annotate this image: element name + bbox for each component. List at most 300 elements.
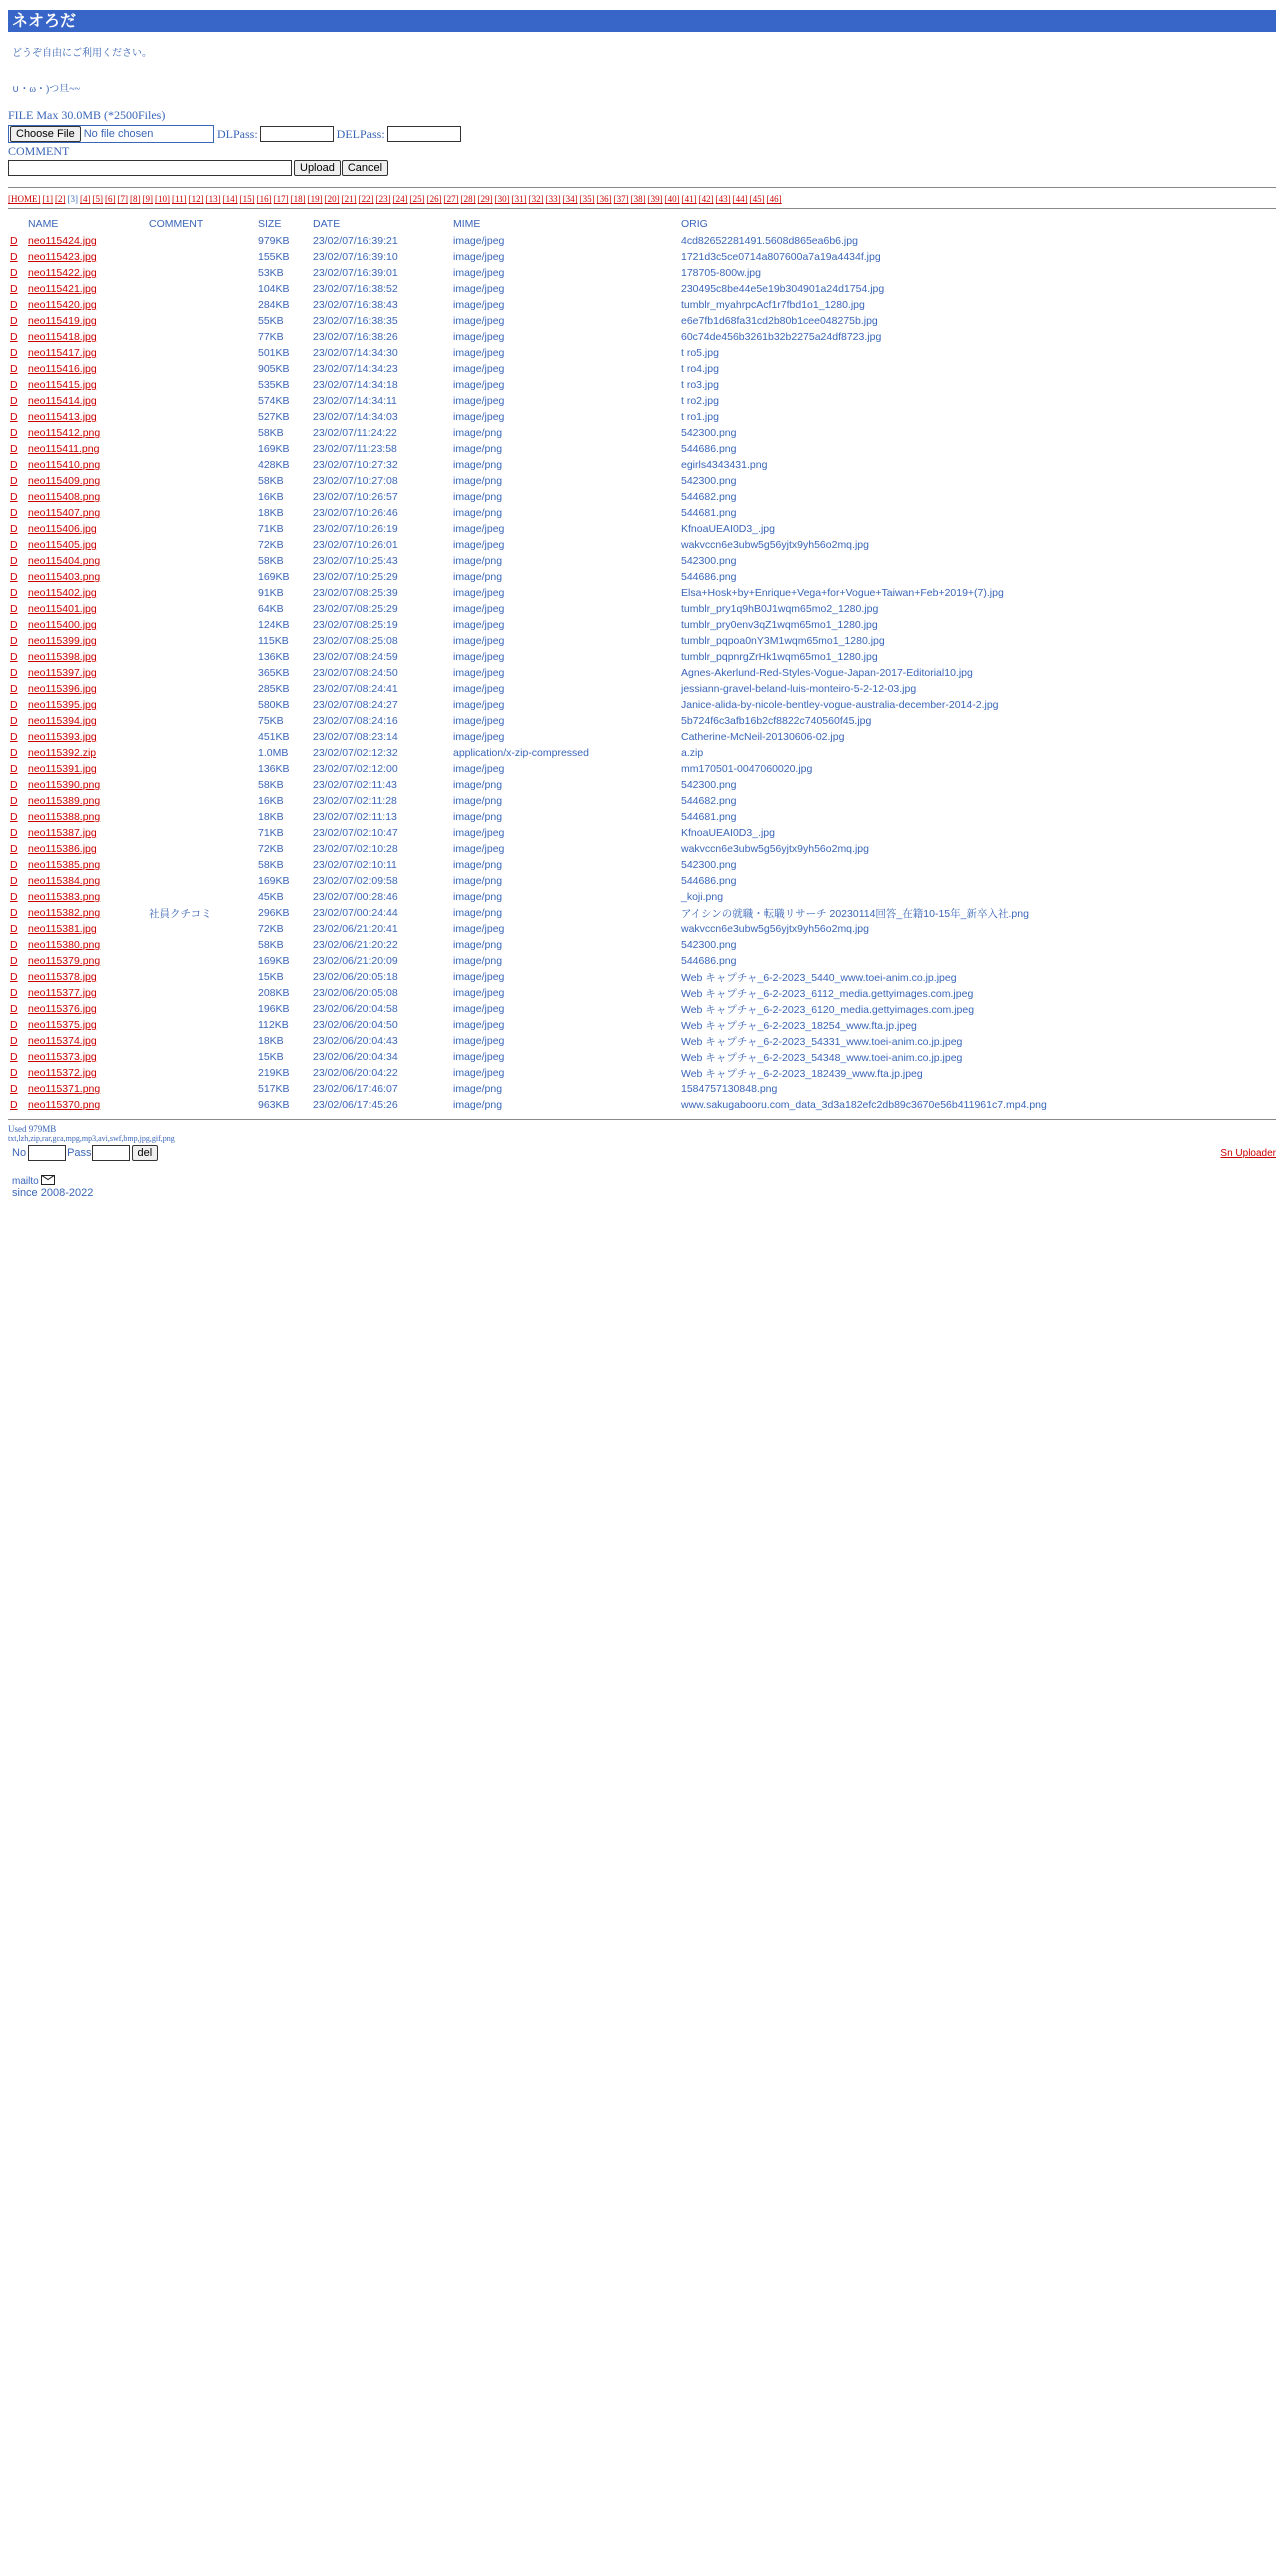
file-link[interactable]: neo115394.jpg xyxy=(28,715,97,727)
file-link[interactable]: neo115371.png xyxy=(28,1083,101,1095)
file-date-cell: 23/02/07/08:24:27 xyxy=(313,699,398,711)
file-date-cell: 23/02/07/02:09:58 xyxy=(313,875,398,887)
file-link[interactable]: neo115382.png xyxy=(28,907,101,919)
file-orig-cell: tumblr_pqpnrgZrHk1wqm65mo1_1280.jpg xyxy=(681,651,878,663)
page-link[interactable]: [37] xyxy=(613,194,629,204)
file-comment-cell xyxy=(149,393,258,409)
delete-no-input[interactable] xyxy=(28,1145,66,1161)
page-link[interactable]: [30] xyxy=(494,194,510,204)
download-link[interactable]: D xyxy=(10,251,18,263)
page-link[interactable]: [34] xyxy=(562,194,578,204)
file-orig-cell: 542300.png xyxy=(681,779,737,791)
file-link[interactable]: neo115423.jpg xyxy=(28,251,97,263)
download-link[interactable]: D xyxy=(10,763,18,775)
file-date-cell: 23/02/07/00:28:46 xyxy=(313,891,398,903)
file-mime-cell: image/jpeg xyxy=(453,523,505,535)
upload-form xyxy=(8,108,1276,177)
file-name-cell xyxy=(28,713,149,729)
file-name-cell xyxy=(28,697,149,713)
table-row xyxy=(10,281,1047,297)
file-mime-cell: image/jpeg xyxy=(453,619,505,631)
file-link[interactable]: neo115385.png xyxy=(28,859,101,871)
file-link[interactable]: neo115402.jpg xyxy=(28,587,97,599)
page-link[interactable]: [16] xyxy=(256,194,272,204)
download-link[interactable]: D xyxy=(10,1067,18,1079)
usage-info xyxy=(8,1124,1276,1143)
file-comment-cell xyxy=(149,537,258,553)
download-link[interactable]: D xyxy=(10,939,18,951)
download-link[interactable]: D xyxy=(10,1019,18,1031)
table-row xyxy=(10,681,1047,697)
file-link[interactable]: neo115397.jpg xyxy=(28,667,97,679)
file-date-cell: 23/02/07/02:10:47 xyxy=(313,827,398,839)
download-link[interactable]: D xyxy=(10,1051,18,1063)
download-link[interactable]: D xyxy=(10,651,18,663)
page-link[interactable]: [2] xyxy=(55,194,66,204)
file-comment-cell xyxy=(149,425,258,441)
table-row xyxy=(10,425,1047,441)
download-link[interactable]: D xyxy=(10,603,18,615)
file-date-cell: 23/02/07/10:25:43 xyxy=(313,555,398,567)
page-link[interactable]: [7] xyxy=(117,194,128,204)
choose-file-button[interactable]: Choose File xyxy=(10,126,81,142)
file-link[interactable]: neo115403.png xyxy=(28,571,101,583)
file-link[interactable]: neo115386.jpg xyxy=(28,843,97,855)
file-link[interactable]: neo115404.png xyxy=(28,555,101,567)
file-comment-cell xyxy=(149,313,258,329)
download-link[interactable]: D xyxy=(10,443,18,455)
download-link[interactable]: D xyxy=(10,667,18,679)
file-size-cell: 124KB xyxy=(258,619,290,631)
file-size-cell: 136KB xyxy=(258,763,290,775)
file-name-cell xyxy=(28,377,149,393)
page-link[interactable]: [20] xyxy=(324,194,340,204)
download-link[interactable]: D xyxy=(10,459,18,471)
delpass-input[interactable] xyxy=(387,126,461,142)
file-date-cell: 23/02/06/20:04:50 xyxy=(313,1019,398,1031)
file-link[interactable]: neo115419.jpg xyxy=(28,315,97,327)
download-link[interactable]: D xyxy=(10,1083,18,1095)
file-link[interactable]: neo115374.jpg xyxy=(28,1035,97,1047)
page-link[interactable]: [28] xyxy=(460,194,476,204)
file-link[interactable]: neo115410.png xyxy=(28,459,101,471)
download-link[interactable]: D xyxy=(10,731,18,743)
file-link[interactable]: neo115411.png xyxy=(28,443,100,455)
file-size-cell: 979KB xyxy=(258,235,290,247)
file-size-cell: 580KB xyxy=(258,699,290,711)
file-link[interactable]: neo115378.jpg xyxy=(28,971,97,983)
file-size-cell: 16KB xyxy=(258,795,284,807)
page-link[interactable]: [27] xyxy=(443,194,459,204)
page-link[interactable]: [35] xyxy=(579,194,595,204)
page-link[interactable]: [25] xyxy=(409,194,425,204)
page-link[interactable]: [45] xyxy=(749,194,765,204)
download-link[interactable]: D xyxy=(10,1003,18,1015)
file-orig-cell: Catherine-McNeil-20130606-02.jpg xyxy=(681,731,845,743)
table-row xyxy=(10,393,1047,409)
download-link[interactable]: D xyxy=(10,715,18,727)
file-date-cell: 23/02/07/14:34:03 xyxy=(313,411,398,423)
sn-uploader-link[interactable]: Sn Uploader xyxy=(1220,1148,1276,1159)
file-name-cell xyxy=(28,361,149,377)
file-size-cell: 963KB xyxy=(258,1099,290,1111)
table-row xyxy=(10,1081,1047,1097)
mailto-row xyxy=(12,1175,1276,1187)
file-link[interactable]: neo115376.jpg xyxy=(28,1003,97,1015)
file-link[interactable]: neo115416.jpg xyxy=(28,363,97,375)
file-orig-cell: 542300.png xyxy=(681,475,737,487)
file-orig-cell: 1721d3c5ce0714a807600a7a19a4434f.jpg xyxy=(681,251,881,263)
file-name-cell xyxy=(28,761,149,777)
download-link[interactable]: D xyxy=(10,747,18,759)
page-link[interactable]: [31] xyxy=(511,194,527,204)
download-link[interactable]: D xyxy=(10,539,18,551)
table-row xyxy=(10,505,1047,521)
table-row xyxy=(10,569,1047,585)
page-link[interactable]: [24] xyxy=(392,194,408,204)
file-mime-cell: image/png xyxy=(453,507,503,519)
file-name-cell xyxy=(28,473,149,489)
file-orig-cell: t ro1.jpg xyxy=(681,411,719,423)
file-orig-cell: e6e7fb1d68fa31cd2b80b1cee048275b.jpg xyxy=(681,315,878,327)
page-link[interactable]: [46] xyxy=(766,194,782,204)
file-date-cell: 23/02/07/00:24:44 xyxy=(313,907,398,919)
download-link[interactable]: D xyxy=(10,635,18,647)
file-link[interactable]: neo115401.jpg xyxy=(28,603,97,615)
file-name-cell xyxy=(28,249,149,265)
page-link[interactable]: [1] xyxy=(42,194,53,204)
file-link[interactable]: neo115413.jpg xyxy=(28,411,97,423)
file-name-cell xyxy=(28,841,149,857)
file-link[interactable]: neo115383.png xyxy=(28,891,101,903)
file-orig-cell: 544686.png xyxy=(681,571,737,583)
file-link[interactable]: neo115377.jpg xyxy=(28,987,97,999)
file-link[interactable]: neo115379.png xyxy=(28,955,101,967)
file-comment-cell xyxy=(149,697,258,713)
page-title: ネオろだ xyxy=(8,10,1276,32)
file-comment-cell xyxy=(149,601,258,617)
download-link[interactable]: D xyxy=(10,379,18,391)
download-link[interactable]: D xyxy=(10,779,18,791)
delete-pass-input[interactable] xyxy=(92,1145,130,1161)
download-link[interactable]: D xyxy=(10,683,18,695)
file-comment-cell xyxy=(149,953,258,969)
download-link[interactable]: D xyxy=(10,843,18,855)
file-size-cell: 18KB xyxy=(258,811,284,823)
page-link[interactable]: [18] xyxy=(290,194,306,204)
file-name-cell xyxy=(28,553,149,569)
file-size-cell: 72KB xyxy=(258,539,284,551)
cancel-button[interactable]: Cancel xyxy=(342,160,388,176)
file-date-cell: 23/02/07/02:11:28 xyxy=(313,795,397,807)
page-link[interactable]: [26] xyxy=(426,194,442,204)
no-label: No xyxy=(12,1147,27,1159)
file-link[interactable]: neo115384.png xyxy=(28,875,101,887)
download-link[interactable]: D xyxy=(10,283,18,295)
table-row xyxy=(10,473,1047,489)
download-link[interactable]: D xyxy=(10,507,18,519)
file-link[interactable]: neo115373.jpg xyxy=(28,1051,97,1063)
file-size-cell: 112KB xyxy=(258,1019,289,1031)
file-date-cell: 23/02/07/08:25:19 xyxy=(313,619,398,631)
file-date-cell: 23/02/06/17:45:26 xyxy=(313,1099,398,1111)
file-comment-cell xyxy=(149,729,258,745)
page-link[interactable]: [13] xyxy=(205,194,221,204)
file-date-cell: 23/02/07/08:23:14 xyxy=(313,731,398,743)
file-size-cell: 1.0MB xyxy=(258,747,289,759)
download-link[interactable]: D xyxy=(10,235,18,247)
file-name-cell xyxy=(28,873,149,889)
file-comment-cell xyxy=(149,985,258,1001)
download-link[interactable]: D xyxy=(10,363,18,375)
file-link[interactable]: neo115417.jpg xyxy=(28,347,97,359)
delete-button[interactable]: del xyxy=(132,1145,159,1161)
download-link[interactable]: D xyxy=(10,411,18,423)
file-link[interactable]: neo115372.jpg xyxy=(28,1067,97,1079)
download-link[interactable]: D xyxy=(10,299,18,311)
file-link[interactable]: neo115406.jpg xyxy=(28,523,97,535)
file-date-cell: 23/02/07/10:26:01 xyxy=(313,539,398,551)
file-link[interactable]: neo115421.jpg xyxy=(28,283,97,295)
download-link[interactable]: D xyxy=(10,491,18,503)
page-link[interactable]: [22] xyxy=(358,194,374,204)
file-mime-cell: image/jpeg xyxy=(453,283,505,295)
file-name-cell xyxy=(28,905,149,921)
table-row xyxy=(10,329,1047,345)
pass-label: Pass xyxy=(67,1147,92,1159)
file-orig-cell: Web キャプチャ_6-2-2023_6112_media.gettyimages.com.jpeg xyxy=(681,987,974,1000)
page-link[interactable]: [38] xyxy=(630,194,646,204)
page-link[interactable]: [15] xyxy=(239,194,255,204)
file-mime-cell: image/jpeg xyxy=(453,1051,505,1063)
comment-input[interactable] xyxy=(8,160,292,176)
file-name-cell xyxy=(28,569,149,585)
table-row xyxy=(10,777,1047,793)
page-link[interactable]: [39] xyxy=(647,194,663,204)
download-link[interactable]: D xyxy=(10,475,18,487)
download-link[interactable]: D xyxy=(10,907,18,919)
download-link[interactable]: D xyxy=(10,523,18,535)
page-link[interactable]: [9] xyxy=(142,194,153,204)
page-link[interactable]: [42] xyxy=(698,194,714,204)
table-row xyxy=(10,553,1047,569)
file-orig-cell: 544686.png xyxy=(681,875,737,887)
file-comment-cell xyxy=(149,665,258,681)
file-name-cell xyxy=(28,233,149,249)
file-orig-cell: 542300.png xyxy=(681,555,737,567)
page-link[interactable]: [29] xyxy=(477,194,493,204)
file-mime-cell: image/jpeg xyxy=(453,763,505,775)
download-link[interactable]: D xyxy=(10,1035,18,1047)
header-mime: MIME xyxy=(453,218,481,230)
file-comment-cell: 社員クチコミ xyxy=(149,907,212,920)
table-row xyxy=(10,953,1047,969)
download-link[interactable]: D xyxy=(10,859,18,871)
file-name-cell xyxy=(28,489,149,505)
download-link[interactable]: D xyxy=(10,987,18,999)
file-orig-cell: _koji.png xyxy=(681,891,724,903)
file-comment-cell xyxy=(149,761,258,777)
file-link[interactable]: neo115395.jpg xyxy=(28,699,97,711)
download-link[interactable]: D xyxy=(10,971,18,983)
file-link[interactable]: neo115407.png xyxy=(28,507,101,519)
page-link[interactable]: [10] xyxy=(155,194,170,204)
file-size-cell: 72KB xyxy=(258,843,284,855)
file-link[interactable]: neo115409.png xyxy=(28,475,101,487)
table-header-row xyxy=(10,215,1047,233)
file-mime-cell: image/png xyxy=(453,1083,503,1095)
page-link[interactable]: [6] xyxy=(105,194,116,204)
download-link[interactable]: D xyxy=(10,811,18,823)
file-name-cell xyxy=(28,985,149,1001)
file-link[interactable]: neo115414.jpg xyxy=(28,395,97,407)
file-link[interactable]: neo115399.jpg xyxy=(28,635,97,647)
file-name-cell xyxy=(28,441,149,457)
file-link[interactable]: neo115381.jpg xyxy=(28,923,97,935)
page-link[interactable]: [32] xyxy=(528,194,544,204)
download-link[interactable]: D xyxy=(10,347,18,359)
file-mime-cell: image/jpeg xyxy=(453,379,505,391)
file-comment-cell xyxy=(149,969,258,985)
table-row xyxy=(10,537,1047,553)
download-link[interactable]: D xyxy=(10,571,18,583)
download-link[interactable]: D xyxy=(10,875,18,887)
file-link[interactable]: neo115396.jpg xyxy=(28,683,97,695)
file-comment-cell xyxy=(149,1097,258,1113)
file-link[interactable]: neo115380.png xyxy=(28,939,101,951)
file-mime-cell: image/jpeg xyxy=(453,363,505,375)
download-link[interactable]: D xyxy=(10,795,18,807)
upload-button[interactable]: Upload xyxy=(294,160,341,176)
page-link[interactable]: [17] xyxy=(273,194,289,204)
download-link[interactable]: D xyxy=(10,427,18,439)
table-row xyxy=(10,697,1047,713)
download-link[interactable]: D xyxy=(10,619,18,631)
download-link[interactable]: D xyxy=(10,395,18,407)
download-link[interactable]: D xyxy=(10,267,18,279)
page-link[interactable]: [8] xyxy=(130,194,141,204)
file-link[interactable]: neo115422.jpg xyxy=(28,267,97,279)
file-link[interactable]: neo115412.png xyxy=(28,427,101,439)
file-mime-cell: image/jpeg xyxy=(453,411,505,423)
file-input[interactable] xyxy=(8,125,214,143)
file-comment-cell xyxy=(149,265,258,281)
download-link[interactable]: D xyxy=(10,1099,18,1111)
download-link[interactable]: D xyxy=(10,827,18,839)
page-link[interactable]: [33] xyxy=(545,194,561,204)
file-comment-cell xyxy=(149,841,258,857)
download-link[interactable]: D xyxy=(10,891,18,903)
download-link[interactable]: D xyxy=(10,555,18,567)
download-link[interactable]: D xyxy=(10,699,18,711)
divider xyxy=(8,187,1276,188)
page-link[interactable]: [4] xyxy=(80,194,91,204)
file-mime-cell: image/png xyxy=(453,955,503,967)
page-link[interactable]: [12] xyxy=(188,194,204,204)
file-size-cell: 75KB xyxy=(258,715,284,727)
file-link[interactable]: neo115418.jpg xyxy=(28,331,97,343)
table-row xyxy=(10,297,1047,313)
file-orig-cell: 544681.png xyxy=(681,507,737,519)
file-size-cell: 72KB xyxy=(258,923,284,935)
file-mime-cell: image/jpeg xyxy=(453,667,505,679)
page-link[interactable]: [40] xyxy=(664,194,680,204)
page-link[interactable]: [5] xyxy=(92,194,103,204)
file-link[interactable]: neo115393.jpg xyxy=(28,731,97,743)
file-link[interactable]: neo115405.jpg xyxy=(28,539,97,551)
table-row xyxy=(10,1065,1047,1081)
file-size-cell: 18KB xyxy=(258,507,284,519)
download-link[interactable]: D xyxy=(10,331,18,343)
file-orig-cell: 544682.png xyxy=(681,795,737,807)
file-link[interactable]: neo115387.jpg xyxy=(28,827,97,839)
page-link[interactable]: [44] xyxy=(732,194,748,204)
page-link[interactable]: [HOME] xyxy=(8,194,41,204)
file-size-cell: 64KB xyxy=(258,603,284,615)
file-date-cell: 23/02/07/08:25:08 xyxy=(313,635,398,647)
file-size-cell: 535KB xyxy=(258,379,290,391)
dlpass-input[interactable] xyxy=(260,126,334,142)
page-link[interactable]: [43] xyxy=(715,194,731,204)
file-link[interactable]: neo115400.jpg xyxy=(28,619,97,631)
file-mime-cell: image/jpeg xyxy=(453,395,505,407)
page-link[interactable]: [11] xyxy=(172,194,187,204)
file-orig-cell: jessiann-gravel-beland-luis-monteiro-5-2-12-03.jpg xyxy=(681,683,917,695)
page-link[interactable]: [36] xyxy=(596,194,612,204)
table-row xyxy=(10,233,1047,249)
page-link[interactable]: [41] xyxy=(681,194,697,204)
file-link[interactable]: neo115388.png xyxy=(28,811,101,823)
file-link[interactable]: neo115375.jpg xyxy=(28,1019,97,1031)
download-link[interactable]: D xyxy=(10,587,18,599)
file-orig-cell: Web キャプチャ_6-2-2023_5440_www.toei-anim.co.jp.jpeg xyxy=(681,971,957,984)
file-date-cell: 23/02/06/20:04:34 xyxy=(313,1051,398,1063)
file-link[interactable]: neo115370.png xyxy=(28,1099,101,1111)
file-size-cell: 77KB xyxy=(258,331,284,343)
file-link[interactable]: neo115391.jpg xyxy=(28,763,97,775)
file-comment-cell xyxy=(149,249,258,265)
file-link[interactable]: neo115398.jpg xyxy=(28,651,97,663)
file-link[interactable]: neo115424.jpg xyxy=(28,235,97,247)
download-link[interactable]: D xyxy=(10,955,18,967)
file-link[interactable]: neo115389.png xyxy=(28,795,101,807)
page-link[interactable]: [23] xyxy=(375,194,391,204)
file-mime-cell: image/jpeg xyxy=(453,331,505,343)
file-max-label: FILE Max 30.0MB (*2500Files) xyxy=(8,108,166,122)
file-link[interactable]: neo115415.jpg xyxy=(28,379,97,391)
file-link[interactable]: neo115392.zip xyxy=(28,747,97,759)
table-row xyxy=(10,889,1047,905)
download-link[interactable]: D xyxy=(10,315,18,327)
page-link[interactable]: [19] xyxy=(307,194,323,204)
download-link[interactable]: D xyxy=(10,923,18,935)
page-link[interactable]: [21] xyxy=(341,194,357,204)
table-row xyxy=(10,729,1047,745)
envelope-icon[interactable] xyxy=(41,1175,55,1185)
file-orig-cell: Web キャプチャ_6-2-2023_54348_www.toei-anim.co.jp.jpeg xyxy=(681,1051,963,1064)
file-link[interactable]: neo115408.png xyxy=(28,491,101,503)
file-orig-cell: tumblr_pqpoa0nY3M1wqm65mo1_1280.jpg xyxy=(681,635,885,647)
file-orig-cell: 542300.png xyxy=(681,939,737,951)
file-orig-cell: tumblr_pry0env3qZ1wqm65mo1_1280.jpg xyxy=(681,619,878,631)
delete-controls xyxy=(12,1145,158,1161)
file-link[interactable]: neo115390.png xyxy=(28,779,101,791)
file-mime-cell: image/png xyxy=(453,571,503,583)
file-link[interactable]: neo115420.jpg xyxy=(28,299,97,311)
page-link[interactable]: [14] xyxy=(222,194,238,204)
file-date-cell: 23/02/07/16:39:01 xyxy=(313,267,398,279)
file-mime-cell: image/jpeg xyxy=(453,827,505,839)
